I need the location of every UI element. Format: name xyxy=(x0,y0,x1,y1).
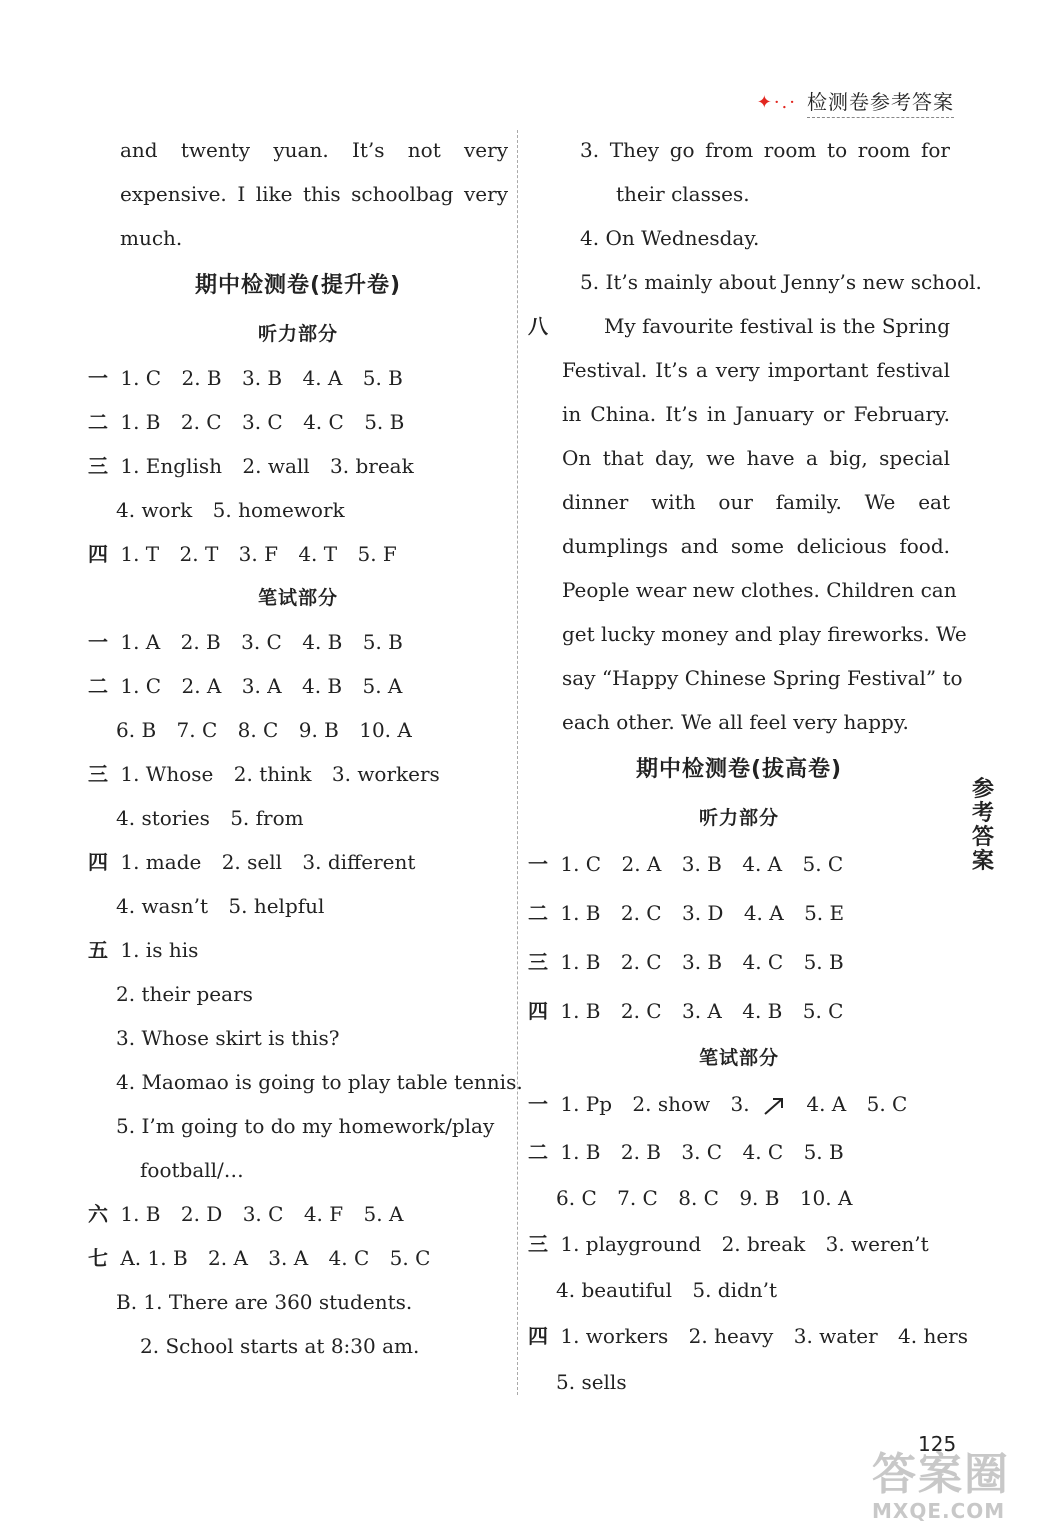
text-line: get lucky money and play fireworks. We xyxy=(562,622,967,646)
answer: 5. homework xyxy=(212,498,345,522)
answer-row xyxy=(88,840,508,884)
answer: 5. A xyxy=(363,1202,404,1226)
question-number: 三 xyxy=(88,762,108,786)
answer: 3. A xyxy=(241,674,282,698)
question-number: 一 xyxy=(88,630,108,654)
answer: 1. English xyxy=(120,454,223,478)
answer: 4. stories xyxy=(116,806,210,830)
answer: 2. D xyxy=(180,1202,223,1226)
answer-line: football/… xyxy=(140,1158,244,1182)
answer-row xyxy=(528,987,950,1036)
answer-line: 3. They go from room to room for xyxy=(580,138,950,162)
answer: 4. A xyxy=(742,852,783,876)
answer-row xyxy=(88,1236,508,1280)
answer: 2. C xyxy=(180,410,222,434)
answer: 5. C xyxy=(866,1092,908,1116)
text-line: much. xyxy=(120,226,183,250)
answer: 3. C xyxy=(242,1202,284,1226)
writing-title: 笔试部分 xyxy=(257,587,338,609)
answer: 1. Pp xyxy=(560,1092,613,1116)
answer: 3. different xyxy=(302,850,416,874)
header-title: 检测卷参考答案 xyxy=(807,86,954,118)
star-icon: ✦·.· xyxy=(756,91,797,113)
answer: 5. C xyxy=(802,852,844,876)
answer: 3. B xyxy=(681,950,723,974)
answer: 2. B xyxy=(620,1140,661,1164)
answer: 4. wasn’t xyxy=(116,894,209,918)
answer: 2. C xyxy=(620,901,662,925)
answer: 5. helpful xyxy=(228,894,325,918)
answer: 10. A xyxy=(359,718,412,742)
answer: 5. B xyxy=(364,410,405,434)
answer-line: 2. School starts at 8:30 am. xyxy=(140,1334,420,1358)
answer: 4. B xyxy=(302,630,343,654)
question-number: 三 xyxy=(88,454,108,478)
question-number: 一 xyxy=(528,1092,548,1116)
answer: 2. wall xyxy=(242,454,310,478)
answer: 5. B xyxy=(803,1140,844,1164)
answer-row xyxy=(88,400,508,444)
answer: 5. B xyxy=(803,950,844,974)
answer-row xyxy=(88,444,508,488)
question-number: 一 xyxy=(88,366,108,390)
question-number: 四 xyxy=(528,1324,548,1348)
answer: 1. B xyxy=(560,901,601,925)
answer: 3. weren’t xyxy=(825,1232,929,1256)
answer: 4. C xyxy=(303,410,344,434)
column-divider xyxy=(517,130,518,1395)
answer: 5. A xyxy=(362,674,403,698)
answer: 1. A xyxy=(120,630,161,654)
question-number: 七 xyxy=(88,1246,108,1270)
answer: 3. F xyxy=(238,542,278,566)
answer-row xyxy=(528,1176,950,1220)
answer: 2. A xyxy=(621,852,662,876)
text-line: Festival. It’s a very important festival xyxy=(562,358,950,382)
answer-line: their classes. xyxy=(616,182,750,206)
essay-body xyxy=(528,348,967,744)
answer-row xyxy=(528,938,950,987)
answer: 3. B xyxy=(681,852,722,876)
answer-line: 5. I’m going to do my homework/play xyxy=(116,1114,495,1138)
answer: 5. B xyxy=(362,366,403,390)
answer: 5. B xyxy=(362,630,403,654)
question-number: 六 xyxy=(88,1202,108,1226)
answer-line: 4. On Wednesday. xyxy=(580,226,760,250)
answer: 4. A xyxy=(806,1092,847,1116)
text-line: dumplings and some delicious food. xyxy=(562,534,950,558)
answer: 1. B xyxy=(560,999,601,1023)
answer: 4. C xyxy=(742,1140,784,1164)
answer: 7. C xyxy=(617,1186,658,1210)
essay xyxy=(528,304,967,744)
answer: 1. B xyxy=(560,1140,601,1164)
answer: 4. C xyxy=(328,1246,370,1270)
answer: 4. F xyxy=(303,1202,344,1226)
question-number: 五 xyxy=(88,938,108,962)
question-number: 二 xyxy=(88,674,108,698)
answer-row xyxy=(88,664,508,708)
answer: 4. A xyxy=(302,366,343,390)
text-line: On that day, we have a big, special xyxy=(562,446,950,470)
answer: 3. break xyxy=(330,454,414,478)
text-line: each other. We all feel very happy. xyxy=(562,710,909,734)
answer: 4. A xyxy=(743,901,784,925)
answer-row xyxy=(528,1312,968,1360)
answer: 1. is his xyxy=(120,938,199,962)
section-title: 期中检测卷(拔高卷) xyxy=(635,757,843,782)
listening-title: 听力部分 xyxy=(257,323,338,345)
answer: 2. heavy xyxy=(688,1324,774,1348)
answer: 1. Whose xyxy=(120,762,214,786)
question-number: 四 xyxy=(528,999,548,1023)
answer-row xyxy=(528,889,950,938)
answer: 1. B xyxy=(120,410,161,434)
answer: 4. B xyxy=(301,674,343,698)
answer: 3. C xyxy=(241,410,283,434)
answer-row xyxy=(88,884,508,928)
answer: 4. T xyxy=(298,542,338,566)
answer: 3. water xyxy=(793,1324,878,1348)
question-number: 二 xyxy=(528,901,548,925)
answer: 1. made xyxy=(120,850,202,874)
answer-line: 2. their pears xyxy=(116,982,253,1006)
text-line: expensive. I like this schoolbag very xyxy=(120,182,508,206)
answer-line: 4. Maomao is going to play table tennis. xyxy=(116,1070,523,1094)
text-line: say “Happy Chinese Spring Festival” to xyxy=(562,666,963,690)
answer: 1. B xyxy=(120,1202,161,1226)
answer-row xyxy=(88,532,508,576)
answer: 5. E xyxy=(804,901,845,925)
answer: 1. C xyxy=(120,366,162,390)
question-number: 四 xyxy=(88,850,108,874)
question-number: 二 xyxy=(528,1140,548,1164)
question-number: 一 xyxy=(528,852,548,876)
answer-line: 3. Whose skirt is this? xyxy=(116,1026,340,1050)
question-number: 三 xyxy=(528,1232,548,1256)
answer: 7. C xyxy=(176,718,218,742)
answer: 3. xyxy=(730,1092,750,1116)
answer: 2. C xyxy=(620,999,662,1023)
left-column xyxy=(88,128,523,1368)
answer-line: B. 1. There are 360 students. xyxy=(116,1290,413,1314)
answer: 9. B xyxy=(298,718,339,742)
answer-row xyxy=(88,928,508,972)
answer-line: 5. It’s mainly about Jenny’s new school. xyxy=(580,270,982,294)
answer: 1. T xyxy=(120,542,160,566)
continued-passage xyxy=(88,128,508,260)
answer: 10. A xyxy=(799,1186,853,1210)
question-number: 四 xyxy=(88,542,108,566)
answer: 1. B xyxy=(560,950,601,974)
side-tab-char: 答 xyxy=(971,825,994,850)
writing-title: 笔试部分 xyxy=(698,1047,779,1069)
answer: 2. think xyxy=(233,762,312,786)
answer: 5. C xyxy=(389,1246,431,1270)
answer-row xyxy=(528,1360,950,1404)
answer: 2. A xyxy=(181,674,222,698)
answer: 4. beautiful xyxy=(556,1278,672,1302)
text-line: dinner with our family. We eat xyxy=(562,490,950,514)
answer: 2. break xyxy=(721,1232,806,1256)
answer-row xyxy=(88,356,508,400)
question-number: 三 xyxy=(528,950,548,974)
side-tab-char: 案 xyxy=(971,849,994,874)
answer: 3. A xyxy=(681,999,722,1023)
watermark-text: 答案圈 xyxy=(872,1449,1010,1500)
answer: 5. from xyxy=(230,806,304,830)
side-tab-reference-answers xyxy=(968,778,998,874)
answer: 3. B xyxy=(241,366,283,390)
watermark-url: MXQE.COM xyxy=(872,1499,1006,1523)
answer-row xyxy=(88,488,508,532)
answer: 3. C xyxy=(681,1140,723,1164)
question-number: 二 xyxy=(88,410,108,434)
answer: 8. C xyxy=(678,1186,719,1210)
answer-row xyxy=(528,1268,950,1312)
answer: 1. playground xyxy=(560,1232,702,1256)
answer: 4. C xyxy=(742,950,784,974)
answer: 4. work xyxy=(116,498,193,522)
answer: 3. A xyxy=(268,1246,309,1270)
answer-row xyxy=(88,1192,508,1236)
text-line: in China. It’s in January or February. xyxy=(562,402,950,426)
answer: 2. show xyxy=(632,1092,711,1116)
essay-first-line xyxy=(528,304,950,348)
answer: 1. workers xyxy=(560,1324,669,1348)
watermark-logo xyxy=(872,1450,1042,1526)
rising-arrow-icon xyxy=(762,1096,786,1116)
side-tab-char: 考 xyxy=(971,801,994,826)
answer-row xyxy=(88,620,508,664)
page-header xyxy=(757,86,954,118)
answer: 2. B xyxy=(181,366,222,390)
answer: 4. hers xyxy=(898,1324,968,1348)
answer: 2. T xyxy=(179,542,219,566)
text-line: My favourite festival is the Spring xyxy=(603,314,950,338)
answer: A. 1. B xyxy=(120,1246,188,1270)
answer: 5. C xyxy=(802,999,844,1023)
answer-row xyxy=(88,752,508,796)
answer: 3. workers xyxy=(331,762,440,786)
answer-row xyxy=(528,1080,950,1128)
page-number: 125 xyxy=(918,1432,957,1456)
answer: 3. D xyxy=(681,901,724,925)
text-line: People wear new clothes. Children can xyxy=(562,578,957,602)
answer: 5. sells xyxy=(556,1370,627,1394)
answer: 4. B xyxy=(742,999,783,1023)
answer: 5. didn’t xyxy=(692,1278,778,1302)
answer: 6. C xyxy=(556,1186,597,1210)
answer-row xyxy=(528,840,950,889)
side-tab-char: 参 xyxy=(971,777,994,802)
answer-row xyxy=(88,796,508,840)
answer: 9. B xyxy=(739,1186,780,1210)
question-number: 八 xyxy=(528,314,548,338)
listening-title: 听力部分 xyxy=(698,807,779,829)
answer-row xyxy=(88,708,508,752)
answer: 1. C xyxy=(560,852,602,876)
text-line: and twenty yuan. It’s not very xyxy=(120,138,508,162)
answer: 2. A xyxy=(208,1246,248,1270)
answer: 2. C xyxy=(620,950,662,974)
answer-row xyxy=(528,1220,950,1268)
section-title: 期中检测卷(提升卷) xyxy=(194,273,402,298)
answer: 2. sell xyxy=(221,850,283,874)
answer: 2. B xyxy=(180,630,221,654)
answer-row xyxy=(528,1128,950,1176)
answer: 6. B xyxy=(116,718,157,742)
answer: 8. C xyxy=(237,718,279,742)
right-column xyxy=(528,128,982,1404)
answer: 1. C xyxy=(120,674,162,698)
answer: 5. F xyxy=(357,542,397,566)
answer: 3. C xyxy=(241,630,282,654)
